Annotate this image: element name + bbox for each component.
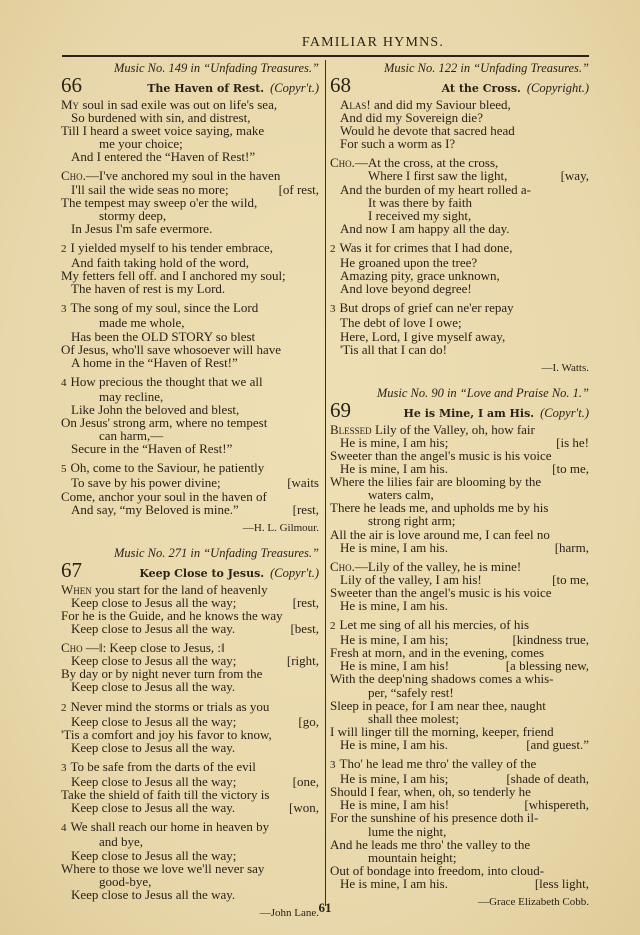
line-text: With the deep'ning shadows comes a whis- bbox=[330, 671, 554, 687]
line-text: For such a worm as I? bbox=[340, 136, 456, 152]
verse-line bbox=[330, 599, 589, 612]
verse-line bbox=[61, 442, 319, 455]
line-text: The song of my soul, since the Lord bbox=[70, 300, 259, 316]
stanza bbox=[330, 156, 589, 235]
line-text: I received my sight, bbox=[368, 207, 472, 223]
line-overflow: [to me, bbox=[552, 461, 589, 477]
line-text: He is mine, I am his. bbox=[340, 539, 448, 555]
verse-line bbox=[330, 282, 589, 295]
running-header bbox=[62, 35, 588, 51]
verse-line bbox=[61, 801, 319, 814]
hymn-title: The Haven of Rest. bbox=[147, 82, 265, 95]
verse-line bbox=[61, 622, 319, 635]
copyright-note: (Copyright.) bbox=[526, 81, 589, 95]
line-text: We shall reach our home in heaven by bbox=[70, 819, 270, 835]
verse-line bbox=[61, 700, 319, 715]
line-text: Should I fear, when, oh, so tenderly he bbox=[330, 784, 531, 800]
line-text: He is mine, I am his. bbox=[340, 461, 448, 477]
lead-word: When bbox=[61, 581, 92, 597]
stanza bbox=[330, 241, 589, 295]
copyright-note: (Copyr't.) bbox=[270, 81, 319, 95]
line-overflow: [one, bbox=[292, 774, 319, 790]
lead-word: Cho bbox=[61, 640, 83, 656]
author-credit: —Grace Elizabeth Cobb. bbox=[478, 895, 589, 908]
line-text: I yielded myself to his tender embrace, bbox=[70, 239, 274, 255]
verse-line bbox=[61, 680, 319, 693]
stanza-number: 3 bbox=[330, 303, 336, 316]
line-text: Sleep in peace, for I am near thee, naught bbox=[330, 697, 546, 713]
line-text: Lily of the Valley, oh, how fair bbox=[371, 421, 535, 437]
line-text: and bye, bbox=[99, 834, 144, 850]
line-text: Keep close to Jesus all the way; bbox=[71, 653, 237, 669]
line-text: For he is the Guide, and he knows the way bbox=[61, 608, 283, 623]
line-text: Keep close to Jesus all the way; bbox=[71, 774, 237, 790]
line-overflow: [is he! bbox=[556, 434, 589, 450]
line-overflow: [harm, bbox=[554, 539, 589, 555]
line-overflow: [waits bbox=[287, 475, 319, 491]
line-text: Keep close to Jesus all the way; bbox=[71, 713, 237, 729]
line-text: He is mine, I am his; bbox=[340, 632, 449, 648]
line-text: Come, anchor your soul in the haven of bbox=[61, 488, 267, 504]
line-text: And the burden of my heart rolled a- bbox=[340, 181, 531, 197]
music-reference: Music No. 271 in “Unfading Treasures.” bbox=[114, 545, 319, 560]
line-overflow: [go, bbox=[298, 713, 319, 729]
line-text: The haven of rest is my Lord. bbox=[71, 281, 226, 297]
stanza bbox=[330, 757, 589, 890]
hymn-number: 66 bbox=[61, 73, 82, 97]
line-text: He is mine, I am his! bbox=[340, 658, 450, 674]
line-overflow: [less light, bbox=[534, 875, 589, 891]
line-text: lume the night, bbox=[368, 823, 447, 839]
hymn-title-row bbox=[330, 73, 589, 98]
line-text: The debt of love I owe; bbox=[340, 315, 462, 331]
page-number: 61 bbox=[318, 900, 332, 915]
stanza bbox=[61, 461, 319, 515]
stanza bbox=[330, 423, 589, 554]
line-text: Where to those we love we'll never say bbox=[61, 860, 265, 876]
line-text: mountain height; bbox=[368, 849, 457, 865]
line-text: And say, “my Beloved is mine.” bbox=[71, 501, 239, 517]
line-text: He is mine, I am his! bbox=[340, 797, 450, 813]
line-text: waters calm, bbox=[368, 487, 434, 503]
stanza-number: 2 bbox=[330, 242, 336, 255]
line-text: Keep close to Jesus all the way. bbox=[71, 800, 236, 816]
line-text: me your choice; bbox=[99, 136, 183, 152]
stanza-number: 4 bbox=[61, 376, 67, 389]
hymn-number: 68 bbox=[330, 73, 351, 97]
verse-line bbox=[61, 150, 319, 163]
line-text: may recline, bbox=[99, 388, 164, 404]
line-text: But drops of grief can ne'er repay bbox=[339, 300, 514, 316]
line-text: 'Tis all that I can do! bbox=[340, 341, 447, 357]
line-text: On Jesus' strong arm, where no tempest bbox=[61, 415, 268, 431]
stanza bbox=[61, 301, 319, 368]
line-text: strong right arm; bbox=[368, 513, 456, 529]
line-text: I will linger till the morning, keeper, friend bbox=[330, 723, 554, 739]
line-text: Has been the OLD STORY so blest bbox=[71, 328, 256, 344]
left-column bbox=[61, 60, 319, 930]
verse-line bbox=[61, 741, 319, 754]
line-text: Keep close to Jesus all the way. bbox=[71, 886, 236, 902]
line-text: All the air is love around me, I can feel no bbox=[330, 526, 550, 542]
verse-line bbox=[330, 222, 589, 235]
line-text: can harm,— bbox=[99, 428, 164, 444]
line-text: Like John the beloved and blest, bbox=[71, 401, 240, 417]
hymn bbox=[61, 60, 319, 535]
lead-word: Cho. bbox=[330, 558, 355, 574]
stanza bbox=[61, 241, 319, 295]
line-text: —‖: Keep close to Jesus, :‖ bbox=[82, 640, 225, 656]
line-text: —I've anchored my soul in the haven bbox=[85, 168, 281, 184]
line-text: Out of bondage into freedom, into cloud- bbox=[330, 862, 545, 878]
line-text: There he leads me, and upholds me by his bbox=[330, 500, 549, 516]
line-text: shall thee molest; bbox=[368, 710, 459, 726]
verse-line bbox=[61, 760, 319, 775]
hymn-title-row bbox=[61, 557, 319, 583]
author-credit: —John Lane. bbox=[259, 906, 319, 919]
line-text: For the sunshine of his presence doth il- bbox=[330, 810, 539, 826]
hymn bbox=[61, 545, 319, 920]
line-text: Tho' he lead me thro' the valley of the bbox=[339, 756, 537, 772]
line-text: Keep close to Jesus all the way. bbox=[71, 621, 236, 637]
line-text: Keep close to Jesus all the way; bbox=[71, 847, 237, 863]
line-text: stormy deep, bbox=[99, 207, 167, 223]
lead-word: My bbox=[61, 97, 80, 112]
stanza bbox=[330, 618, 589, 751]
music-reference: Music No. 149 in “Unfading Treasures.” bbox=[114, 61, 319, 75]
hymn-title-row bbox=[61, 73, 319, 98]
verse-line bbox=[61, 375, 319, 390]
verse-line bbox=[330, 541, 589, 554]
line-text: you start for the land of heavenly bbox=[91, 581, 268, 597]
line-text: My fetters fell off. and I anchored my soul; bbox=[61, 268, 286, 284]
line-text: 'Tis a comfort and joy his favor to know, bbox=[61, 726, 272, 742]
line-overflow: [a blessing new, bbox=[505, 658, 589, 674]
line-text: ! and did my Saviour bleed, bbox=[366, 97, 511, 112]
verse-line bbox=[61, 282, 319, 295]
line-text: Where the lilies fair are blooming by the bbox=[330, 474, 542, 490]
line-text: Sweeter than the angel's music is his voice bbox=[330, 584, 552, 600]
stanza bbox=[330, 98, 589, 150]
line-text: Was it for crimes that I had done, bbox=[339, 239, 513, 255]
verse-line bbox=[61, 461, 319, 476]
line-text: Never mind the storms or trials as you bbox=[70, 698, 270, 714]
stanza-number: 5 bbox=[61, 463, 67, 476]
line-text: And did my Sovereign die? bbox=[340, 110, 483, 126]
line-text: So burdened with sin, and distrest, bbox=[71, 110, 251, 126]
line-text: Here, Lord, I give myself away, bbox=[340, 328, 506, 344]
line-overflow: [rest, bbox=[292, 501, 319, 517]
line-text: per, “safely rest! bbox=[368, 684, 454, 700]
line-text: And faith taking hold of the word, bbox=[71, 255, 249, 271]
verse-line bbox=[61, 820, 319, 835]
hymn bbox=[330, 385, 589, 909]
line-text: He groaned upon the tree? bbox=[340, 255, 478, 271]
line-overflow: [kindness true, bbox=[512, 632, 589, 648]
verse-line bbox=[61, 222, 319, 235]
verse-line bbox=[330, 241, 589, 256]
hymn-number: 69 bbox=[330, 397, 351, 422]
line-overflow: [right, bbox=[286, 653, 319, 669]
line-overflow: [and guest.” bbox=[526, 736, 589, 752]
stanza bbox=[61, 169, 319, 234]
line-text: Lily of the valley, I am his! bbox=[340, 571, 482, 587]
line-overflow: [of rest, bbox=[278, 181, 319, 197]
line-text: A home in the “Haven of Rest!” bbox=[71, 354, 238, 370]
verse-line bbox=[61, 301, 319, 316]
line-text: He is mine, I am his; bbox=[340, 434, 449, 450]
header-rule bbox=[62, 55, 589, 57]
line-text: He is mine, I am his. bbox=[340, 736, 448, 752]
stanza bbox=[61, 700, 319, 754]
stanza bbox=[61, 820, 319, 901]
line-text: And love beyond degree! bbox=[340, 281, 472, 297]
copyright-note: (Copyr't.) bbox=[540, 405, 589, 420]
line-text: The tempest may sweep o'er the wild, bbox=[61, 194, 258, 210]
line-text: Would he devote that sacred head bbox=[340, 123, 515, 139]
line-overflow: [won, bbox=[289, 800, 319, 816]
line-overflow: [to me, bbox=[552, 571, 589, 587]
hymn-title: He is Mine, I am His. bbox=[403, 406, 535, 420]
stanza-number: 2 bbox=[61, 242, 67, 255]
line-text: Of Jesus, who'll save whosoever will have bbox=[61, 341, 282, 357]
line-text: And I entered the “Haven of Rest!” bbox=[71, 149, 256, 165]
stanza bbox=[330, 560, 589, 612]
verse-line bbox=[330, 757, 589, 772]
line-text: Amazing pity, grace unknown, bbox=[340, 268, 500, 284]
stanza bbox=[61, 375, 319, 456]
hymn-title: At the Cross. bbox=[441, 82, 521, 95]
line-text: Till I heard a sweet voice saying, make bbox=[61, 123, 265, 139]
lead-word: Cho. bbox=[330, 155, 355, 171]
line-text: To save by his power divine; bbox=[71, 475, 221, 491]
line-text: made me whole, bbox=[99, 315, 185, 331]
line-text: He is mine, I am his. bbox=[340, 875, 448, 891]
stanza-number: 2 bbox=[330, 620, 336, 633]
header-title: FAMILIAR HYMNS. bbox=[301, 35, 445, 50]
music-reference: Music No. 90 in “Love and Praise No. 1.” bbox=[376, 385, 589, 400]
lead-word: Cho. bbox=[61, 168, 86, 184]
stanza bbox=[330, 301, 589, 355]
line-text: To be safe from the darts of the evil bbox=[70, 758, 256, 774]
verse-line bbox=[61, 356, 319, 369]
hymn bbox=[330, 60, 589, 375]
line-text: good-bye, bbox=[99, 873, 152, 889]
line-overflow: [whispereth, bbox=[524, 797, 589, 813]
line-text: He is mine, I am his; bbox=[340, 771, 449, 787]
line-text: By day or by night never turn from the bbox=[61, 666, 263, 682]
line-text: And he leads me thro' the valley to the bbox=[330, 836, 531, 852]
line-text: —Lily of the valley, he is mine! bbox=[354, 558, 522, 574]
stanza bbox=[61, 641, 319, 693]
line-overflow: [rest, bbox=[292, 594, 319, 610]
line-overflow: [best, bbox=[290, 621, 319, 637]
stanza-number: 3 bbox=[61, 303, 67, 316]
stanza-number: 3 bbox=[61, 761, 67, 774]
author-credit: —I. Watts. bbox=[541, 361, 589, 374]
verse-line bbox=[61, 241, 319, 256]
line-text: Keep close to Jesus all the way. bbox=[71, 739, 236, 755]
line-text: It was there by faith bbox=[368, 194, 472, 210]
line-text: Keep close to Jesus all the way; bbox=[71, 594, 237, 610]
right-column bbox=[330, 60, 589, 919]
verse-line bbox=[330, 137, 589, 150]
stanza-number: 3 bbox=[330, 759, 336, 772]
line-text: Oh, come to the Saviour, he patiently bbox=[70, 460, 265, 476]
line-text: Fresh at morn, and in the evening, comes bbox=[330, 645, 545, 661]
line-overflow: [shade of death, bbox=[506, 771, 589, 787]
lead-word: Alas bbox=[340, 97, 367, 112]
verse-line bbox=[330, 301, 589, 316]
line-text: How precious the thought that we all bbox=[70, 373, 263, 389]
hymn-title: Keep Close to Jesus. bbox=[139, 566, 265, 580]
verse-line bbox=[330, 877, 589, 890]
lead-word: Blessed bbox=[330, 421, 372, 437]
hymn-title-row bbox=[330, 397, 589, 423]
line-text: I'll sail the wide seas no more; bbox=[71, 181, 229, 197]
hymn-number: 67 bbox=[61, 557, 82, 582]
verse-line bbox=[61, 503, 319, 516]
line-text: Secure in the “Haven of Rest!” bbox=[71, 441, 233, 457]
line-text: Where I first saw the light, bbox=[368, 168, 508, 184]
verse-line bbox=[330, 618, 589, 633]
stanza bbox=[61, 98, 319, 163]
verse-line bbox=[330, 738, 589, 751]
stanza-number: 4 bbox=[61, 822, 67, 835]
line-text: Let me sing of all his mercies, of his bbox=[339, 617, 530, 633]
line-text: And now I am happy all the day. bbox=[340, 220, 510, 236]
line-text: —At the cross, at the cross, bbox=[354, 155, 499, 171]
stanza bbox=[61, 583, 319, 635]
stanza bbox=[61, 760, 319, 814]
verse-line bbox=[330, 343, 589, 356]
line-text: He is mine, I am his. bbox=[340, 598, 448, 613]
author-credit: —H. L. Gilmour. bbox=[242, 521, 319, 534]
line-overflow: [way, bbox=[560, 168, 589, 184]
copyright-note: (Copyr't.) bbox=[270, 565, 319, 580]
verse-line bbox=[61, 888, 319, 901]
line-text: Keep close to Jesus all the way. bbox=[71, 679, 236, 695]
line-text: In Jesus I'm safe evermore. bbox=[71, 220, 213, 236]
music-reference: Music No. 122 in “Unfading Treasures.” bbox=[384, 61, 589, 75]
column-divider bbox=[325, 60, 326, 906]
line-text: soul in sad exile was out on life's sea, bbox=[79, 97, 278, 112]
line-text: Sweeter than the angel's music is his voice bbox=[330, 447, 552, 463]
line-text: Take the shield of faith till the victory is bbox=[61, 787, 270, 803]
stanza-number: 2 bbox=[61, 701, 67, 714]
